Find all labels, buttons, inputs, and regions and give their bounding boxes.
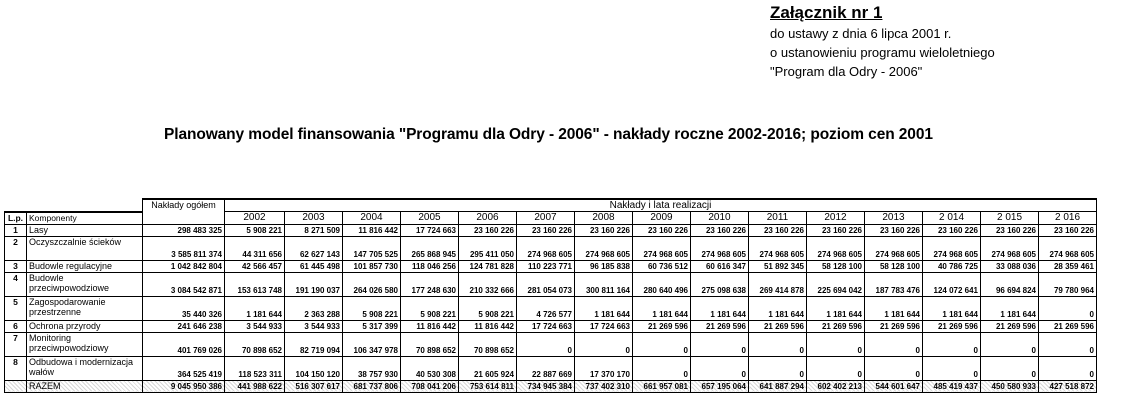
year-value: 274 968 605: [633, 236, 691, 260]
table-row: [5, 356, 1097, 380]
year-value: 38 757 930: [343, 356, 401, 380]
header-year: 2008: [575, 212, 633, 225]
year-value: 51 892 345: [749, 260, 807, 272]
year-value: 275 098 638: [691, 272, 749, 296]
year-value: 734 945 384: [517, 380, 575, 392]
year-value: 1 181 644: [575, 296, 633, 320]
header-year: 2007: [517, 212, 575, 225]
year-value: 0: [807, 332, 865, 356]
table-row: [5, 260, 1097, 272]
year-value: 101 857 730: [343, 260, 401, 272]
component-name: Budowle przeciwpowodziowe: [27, 272, 143, 296]
year-value: 23 160 226: [1039, 224, 1097, 236]
year-value: 21 269 596: [633, 320, 691, 332]
year-value: 0: [865, 332, 923, 356]
year-value: 22 887 669: [517, 356, 575, 380]
header-year: 2012: [807, 212, 865, 225]
year-value: 118 046 256: [401, 260, 459, 272]
year-value: 281 054 073: [517, 272, 575, 296]
year-value: 21 269 596: [807, 320, 865, 332]
year-value: 274 968 605: [923, 236, 981, 260]
year-value: 5 317 399: [343, 320, 401, 332]
year-value: 110 223 771: [517, 260, 575, 272]
table-row: [5, 296, 1097, 320]
year-value: 0: [981, 356, 1039, 380]
year-value: 0: [633, 332, 691, 356]
year-value: 681 737 806: [343, 380, 401, 392]
year-value: 516 307 617: [285, 380, 343, 392]
year-value: 737 402 310: [575, 380, 633, 392]
year-value: 23 160 226: [459, 224, 517, 236]
year-value: 5 908 221: [459, 296, 517, 320]
year-value: 70 898 652: [225, 332, 285, 356]
year-value: 21 269 596: [691, 320, 749, 332]
year-value: 0: [981, 332, 1039, 356]
year-value: 427 518 872: [1039, 380, 1097, 392]
year-value: 17 724 663: [517, 320, 575, 332]
year-value: 269 414 878: [749, 272, 807, 296]
year-value: 1 181 644: [691, 296, 749, 320]
header-year: 2006: [459, 212, 517, 225]
year-value: 441 988 622: [225, 380, 285, 392]
year-value: 96 185 838: [575, 260, 633, 272]
header-year: 2005: [401, 212, 459, 225]
year-value: 79 780 964: [1039, 272, 1097, 296]
year-value: 21 269 596: [923, 320, 981, 332]
header-span: Nakłady i lata realizacji: [225, 199, 1097, 212]
year-value: 28 359 461: [1039, 260, 1097, 272]
year-value: 0: [923, 332, 981, 356]
year-value: 23 160 226: [575, 224, 633, 236]
header-year: 2010: [691, 212, 749, 225]
year-value: 11 816 442: [459, 320, 517, 332]
year-value: 23 160 226: [865, 224, 923, 236]
annex-line: do ustawy z dnia 6 lipca 2001 r.: [770, 26, 952, 41]
row-number: 4: [5, 272, 27, 296]
year-value: 0: [1039, 296, 1097, 320]
financing-table: [4, 198, 1097, 393]
year-value: 17 724 663: [575, 320, 633, 332]
header-year: 2 014: [923, 212, 981, 225]
year-value: 23 160 226: [923, 224, 981, 236]
year-value: 274 968 605: [807, 236, 865, 260]
year-value: 106 347 978: [343, 332, 401, 356]
year-value: 118 523 311: [225, 356, 285, 380]
year-value: 153 613 748: [225, 272, 285, 296]
year-value: 104 150 120: [285, 356, 343, 380]
year-value: 23 160 226: [691, 224, 749, 236]
year-value: 17 724 663: [401, 224, 459, 236]
year-value: 1 181 644: [749, 296, 807, 320]
table-row: [5, 236, 1097, 260]
header-year: 2003: [285, 212, 343, 225]
year-value: 0: [517, 332, 575, 356]
year-value: 62 627 143: [285, 236, 343, 260]
header-total: Nakłady ogółem: [143, 199, 225, 224]
year-value: 60 616 347: [691, 260, 749, 272]
header-year: 2009: [633, 212, 691, 225]
year-value: 485 419 437: [923, 380, 981, 392]
table-row: [5, 224, 1097, 236]
header-lp: L.p.: [5, 212, 27, 225]
component-name: Odbudowa i modernizacja wałów: [27, 356, 143, 380]
row-number: 3: [5, 260, 27, 272]
year-value: 5 908 221: [401, 296, 459, 320]
year-value: 295 411 050: [459, 236, 517, 260]
year-value: 40 530 308: [401, 356, 459, 380]
year-value: 1 181 644: [807, 296, 865, 320]
table-row: [5, 272, 1097, 296]
year-value: 274 968 605: [575, 236, 633, 260]
year-value: 0: [691, 356, 749, 380]
header-year: 2002: [225, 212, 285, 225]
year-value: 0: [575, 332, 633, 356]
year-value: 0: [923, 356, 981, 380]
year-value: 1 181 644: [225, 296, 285, 320]
year-value: 21 269 596: [981, 320, 1039, 332]
annex-header: [770, 2, 1130, 81]
table-row: [5, 320, 1097, 332]
year-value: 1 181 644: [981, 296, 1039, 320]
year-value: 58 128 100: [865, 260, 923, 272]
year-value: 225 694 042: [807, 272, 865, 296]
year-value: 5 908 221: [225, 224, 285, 236]
year-value: 177 248 630: [401, 272, 459, 296]
year-value: 0: [1039, 356, 1097, 380]
year-value: 21 269 596: [1039, 320, 1097, 332]
year-value: 70 898 652: [459, 332, 517, 356]
row-number: 6: [5, 320, 27, 332]
year-value: 0: [749, 356, 807, 380]
year-value: 58 128 100: [807, 260, 865, 272]
year-value: 11 816 442: [401, 320, 459, 332]
year-value: 96 694 824: [981, 272, 1039, 296]
row-number: 7: [5, 332, 27, 356]
header-year: 2 016: [1039, 212, 1097, 225]
year-value: 274 968 605: [981, 236, 1039, 260]
year-value: 33 088 036: [981, 260, 1039, 272]
year-value: 274 968 605: [517, 236, 575, 260]
year-value: 274 968 605: [691, 236, 749, 260]
year-value: 0: [749, 332, 807, 356]
year-value: 23 160 226: [749, 224, 807, 236]
row-number: 2: [5, 236, 27, 260]
year-value: 44 311 656: [225, 236, 285, 260]
row-number: 1: [5, 224, 27, 236]
year-value: 21 605 924: [459, 356, 517, 380]
year-value: 0: [691, 332, 749, 356]
year-value: 450 580 933: [981, 380, 1039, 392]
header-year: 2011: [749, 212, 807, 225]
total-value: 401 769 026: [143, 332, 225, 356]
year-value: 280 640 496: [633, 272, 691, 296]
component-name: Monitoring przeciwpowodziowy: [27, 332, 143, 356]
year-value: 2 363 288: [285, 296, 343, 320]
year-value: 3 544 933: [225, 320, 285, 332]
year-value: 0: [633, 356, 691, 380]
year-value: 708 041 206: [401, 380, 459, 392]
year-value: 274 968 605: [749, 236, 807, 260]
year-value: 42 566 457: [225, 260, 285, 272]
year-value: 0: [865, 356, 923, 380]
header-year: 2004: [343, 212, 401, 225]
row-number: [5, 380, 27, 392]
year-value: 23 160 226: [517, 224, 575, 236]
year-value: 8 271 509: [285, 224, 343, 236]
total-value: 241 646 238: [143, 320, 225, 332]
year-value: 544 601 647: [865, 380, 923, 392]
year-value: 23 160 226: [981, 224, 1039, 236]
year-value: 1 181 644: [923, 296, 981, 320]
year-value: 60 736 512: [633, 260, 691, 272]
total-row: [5, 380, 1097, 392]
year-value: 40 786 725: [923, 260, 981, 272]
year-value: 21 269 596: [865, 320, 923, 332]
component-name: Ochrona przyrody: [27, 320, 143, 332]
year-value: 657 195 064: [691, 380, 749, 392]
year-value: 124 072 641: [923, 272, 981, 296]
row-number: 5: [5, 296, 27, 320]
total-value: 9 045 950 386: [143, 380, 225, 392]
document-title: Planowany model finansowania "Programu dla Odry - 2006" - nakłady roczne 2002-2016; poziom cen 2001: [164, 126, 933, 143]
year-value: 21 269 596: [749, 320, 807, 332]
annex-line: o ustanowieniu programu wieloletniego: [770, 45, 995, 60]
year-value: 274 968 605: [1039, 236, 1097, 260]
year-value: 265 868 945: [401, 236, 459, 260]
year-value: 274 968 605: [865, 236, 923, 260]
year-value: 0: [1039, 332, 1097, 356]
year-value: 23 160 226: [807, 224, 865, 236]
annex-line: "Program dla Odry - 2006": [770, 64, 923, 79]
component-name: Budowle regulacyjne: [27, 260, 143, 272]
year-value: 11 816 442: [343, 224, 401, 236]
year-value: 264 026 580: [343, 272, 401, 296]
year-value: 5 908 221: [343, 296, 401, 320]
total-value: 35 440 326: [143, 296, 225, 320]
header-component: Komponenty: [27, 212, 143, 225]
year-value: 661 957 081: [633, 380, 691, 392]
component-name: Zagospodarowanie przestrzenne: [27, 296, 143, 320]
table-row: [5, 332, 1097, 356]
component-name: Oczyszczalnie ścieków: [27, 236, 143, 260]
year-value: 3 544 933: [285, 320, 343, 332]
year-value: 210 332 666: [459, 272, 517, 296]
year-value: 0: [807, 356, 865, 380]
year-value: 187 783 476: [865, 272, 923, 296]
year-value: 602 402 213: [807, 380, 865, 392]
year-value: 4 726 577: [517, 296, 575, 320]
annex-heading: Załącznik nr 1: [770, 3, 883, 22]
year-value: 300 811 164: [575, 272, 633, 296]
year-value: 23 160 226: [633, 224, 691, 236]
component-name: Lasy: [27, 224, 143, 236]
year-value: 82 719 094: [285, 332, 343, 356]
year-value: 124 781 828: [459, 260, 517, 272]
year-value: 1 181 644: [865, 296, 923, 320]
header-year: 2 015: [981, 212, 1039, 225]
header-year: 2013: [865, 212, 923, 225]
total-value: 3 585 811 374: [143, 236, 225, 260]
year-value: 70 898 652: [401, 332, 459, 356]
year-value: 147 705 525: [343, 236, 401, 260]
year-value: 1 181 644: [633, 296, 691, 320]
year-value: 191 190 037: [285, 272, 343, 296]
year-value: 641 887 294: [749, 380, 807, 392]
year-value: 61 445 498: [285, 260, 343, 272]
year-value: 17 370 170: [575, 356, 633, 380]
component-name: RAZEM: [27, 380, 143, 392]
total-value: 298 483 325: [143, 224, 225, 236]
total-value: 3 084 542 871: [143, 272, 225, 296]
total-value: 1 042 842 804: [143, 260, 225, 272]
row-number: 8: [5, 356, 27, 380]
total-value: 364 525 419: [143, 356, 225, 380]
year-value: 753 614 811: [459, 380, 517, 392]
